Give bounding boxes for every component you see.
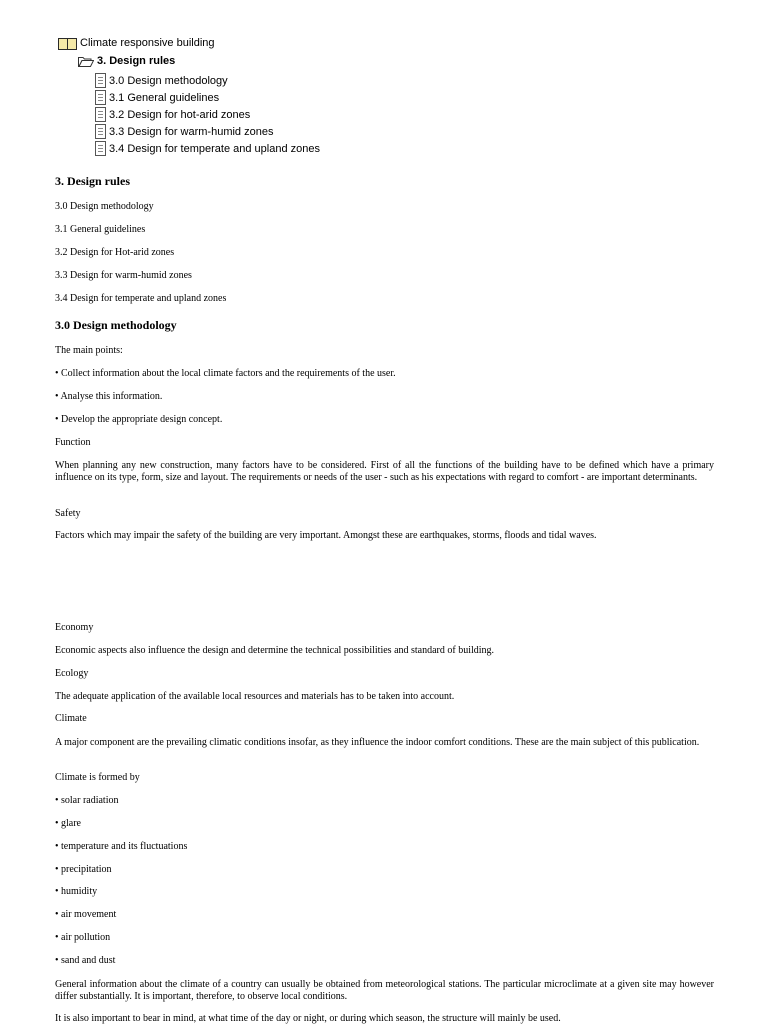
toc-link-3-4[interactable]: 3.4 Design for temperate and upland zones: [55, 293, 227, 304]
climate-factor-item: • solar radiation: [55, 795, 119, 806]
document-icon: [95, 90, 106, 105]
tree-section[interactable]: [78, 55, 175, 67]
tree-item-3-0[interactable]: [95, 73, 228, 88]
tree-item-3-2[interactable]: [95, 107, 250, 122]
main-point-item: • Develop the appropriate design concept.: [55, 414, 223, 425]
tree-item-3-3[interactable]: [95, 124, 273, 139]
function-label: Function: [55, 437, 91, 448]
climate-factor-item: • air pollution: [55, 932, 111, 943]
economy-paragraph: Economic aspects also influence the design and determine the technical possibilities and standard of building.: [55, 645, 495, 656]
open-folder-icon: [78, 56, 94, 67]
general-info-paragraph: General information about the climate of a country can usually be obtained from meteorological stations. The particular microclimate at a given site may however differ substantially. It is important, therefore, to observe local conditions.: [55, 979, 714, 1002]
climate-factor-item: • air movement: [55, 909, 117, 920]
toc-link-3-0[interactable]: 3.0 Design methodology: [55, 201, 154, 212]
safety-paragraph: Factors which may impair the safety of the building are very important. Amongst these are earthquakes, storms, floods and tidal waves.: [55, 530, 597, 541]
climate-factor-item: • humidity: [55, 886, 98, 897]
main-point-item: • Analyse this information.: [55, 391, 163, 402]
climate-factor-item: • sand and dust: [55, 955, 116, 966]
ecology-label: Ecology: [55, 668, 89, 679]
document-icon: [95, 73, 106, 88]
tree-item-label: 3.1 General guidelines: [109, 91, 220, 104]
climate-factor-item: • precipitation: [55, 864, 112, 875]
tree-item-label: 3.2 Design for hot-arid zones: [109, 108, 251, 121]
tree-item-label: 3.4 Design for temperate and upland zones: [109, 142, 320, 155]
toc-link-3-3[interactable]: 3.3 Design for warm-humid zones: [55, 270, 192, 281]
document-icon: [95, 141, 106, 156]
document-icon: [95, 124, 106, 139]
last-paragraph: It is also important to bear in mind, at what time of the day or night, or during which season, the structure will mainly be used.: [55, 1013, 561, 1024]
safety-label: Safety: [55, 508, 81, 519]
tree-item-3-4[interactable]: [95, 141, 320, 156]
tree-item-label: 3.3 Design for warm-humid zones: [109, 125, 274, 138]
ecology-paragraph: The adequate application of the available local resources and materials has to be taken into account.: [55, 691, 455, 702]
tree-root[interactable]: [58, 37, 215, 49]
book-icon: [58, 37, 77, 49]
main-point-item: • Collect information about the local climate factors and the requirements of the user.: [55, 368, 396, 379]
climate-formed-by: Climate is formed by: [55, 772, 140, 783]
toc-link-3-1[interactable]: 3.1 General guidelines: [55, 224, 146, 235]
tree-root-label: Climate responsive building: [80, 37, 215, 49]
document-title: 3. Design rules: [55, 174, 130, 188]
document-icon: [95, 107, 106, 122]
main-points-intro: The main points:: [55, 345, 123, 356]
toc-link-3-2[interactable]: 3.2 Design for Hot-arid zones: [55, 247, 175, 258]
climate-factor-item: • temperature and its fluctuations: [55, 841, 188, 852]
climate-factor-item: • glare: [55, 818, 81, 829]
climate-label: Climate: [55, 713, 87, 724]
economy-label: Economy: [55, 622, 94, 633]
section-heading: 3.0 Design methodology: [55, 318, 177, 332]
tree-section-label: 3. Design rules: [97, 55, 176, 67]
function-paragraph: When planning any new construction, many factors have to be considered. First of all the functions of the building have to be defined which have a primary influence on its type, form, size and layout. The requirements or needs of the user - such as his expectations with regard to comfort - are important determinants.: [55, 460, 714, 483]
tree-item-3-1[interactable]: [95, 90, 219, 105]
climate-paragraph: A major component are the prevailing climatic conditions insofar, as they influence the indoor comfort conditions. These are the main subject of this publication.: [55, 737, 700, 748]
tree-item-label: 3.0 Design methodology: [109, 74, 228, 87]
